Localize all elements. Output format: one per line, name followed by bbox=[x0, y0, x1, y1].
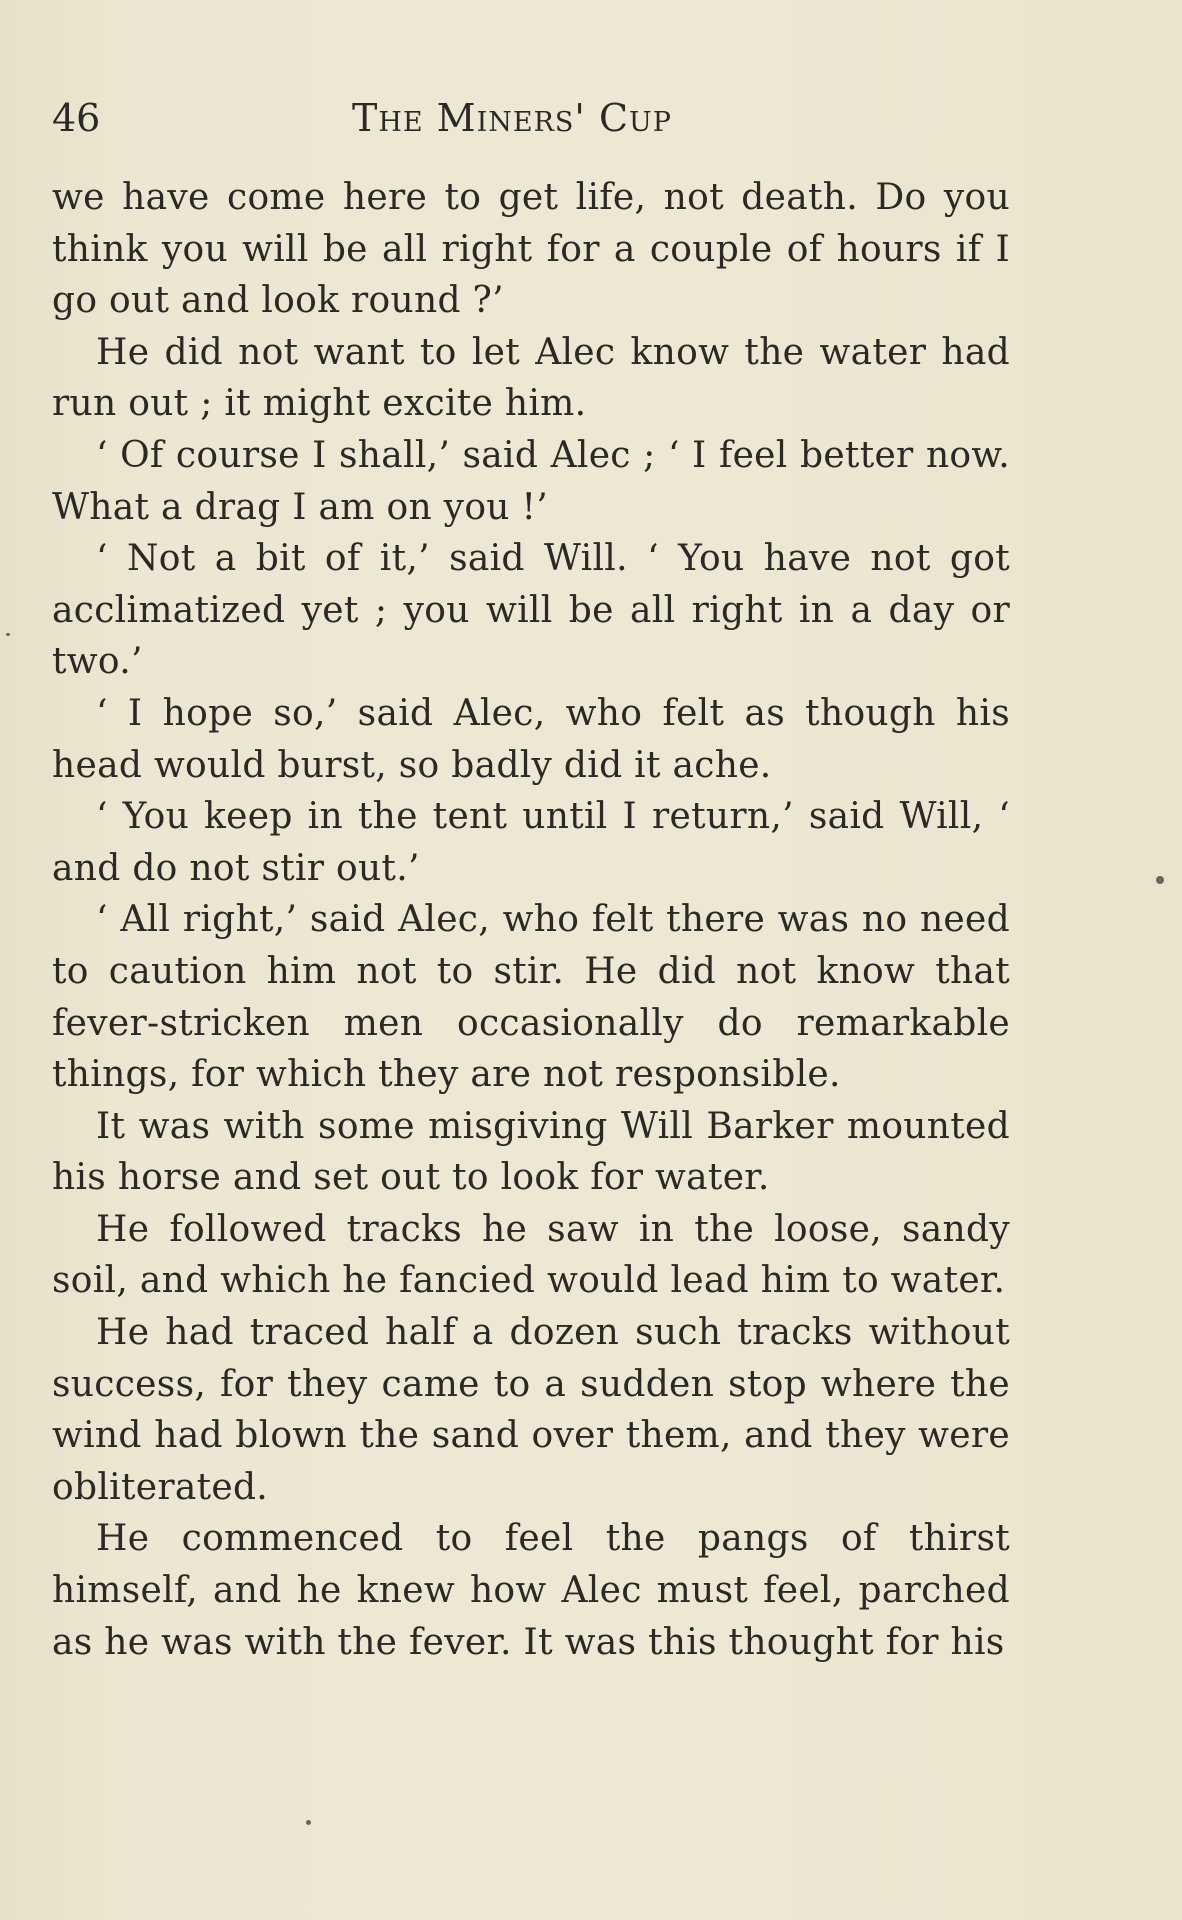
page-number: 46 bbox=[52, 96, 101, 140]
paragraph: He did not want to let Alec know the water had run out ; it might excite him. bbox=[52, 331, 1010, 425]
ink-speck bbox=[6, 633, 10, 636]
paragraph: He commenced to feel the pangs of thirst himself, and he knew how Alec must feel, parched as he was with the fever. It was this thought for his bbox=[52, 1518, 1010, 1663]
paragraph: ‘ You keep in the tent until I return,’ said Will, ‘ and do not stir out.’ bbox=[52, 796, 1010, 889]
book-title: The Miners' Cup bbox=[352, 96, 672, 140]
paragraph: ‘ All right,’ said Alec, who felt there was no need to caution him not to stir. He did not know that fever-stricken men occasionally do remarkable things, for which they are not responsible. bbox=[52, 899, 1010, 1096]
body-text bbox=[52, 172, 1010, 1668]
ink-speck bbox=[1156, 876, 1164, 884]
paragraph: It was with some misgiving Will Barker mounted his horse and set out to look for water. bbox=[52, 1105, 1010, 1199]
paragraph: ‘ Of course I shall,’ said Alec ; ‘ I feel better now. What a drag I am on you !’ bbox=[52, 434, 1010, 528]
paragraph: He followed tracks he saw in the loose, sandy soil, and which he fancied would lead him to water. bbox=[52, 1208, 1010, 1302]
paragraph: ‘ Not a bit of it,’ said Will. ‘ You have not got acclimatized yet ; you will be all right in a day or two.’ bbox=[52, 538, 1010, 683]
paragraph: we have come here to get life, not death. Do you think you will be all right for a couple of hours if I go out and look round ?’ bbox=[52, 177, 1010, 322]
paragraph: ‘ I hope so,’ said Alec, who felt as though his head would burst, so badly did it ache. bbox=[52, 692, 1010, 786]
paragraph: He had traced half a dozen such tracks without success, for they came to a sudden stop where the wind had blown the sand over them, and they were obliterated. bbox=[52, 1312, 1010, 1508]
ink-speck bbox=[306, 1820, 311, 1825]
running-head bbox=[52, 88, 1012, 148]
